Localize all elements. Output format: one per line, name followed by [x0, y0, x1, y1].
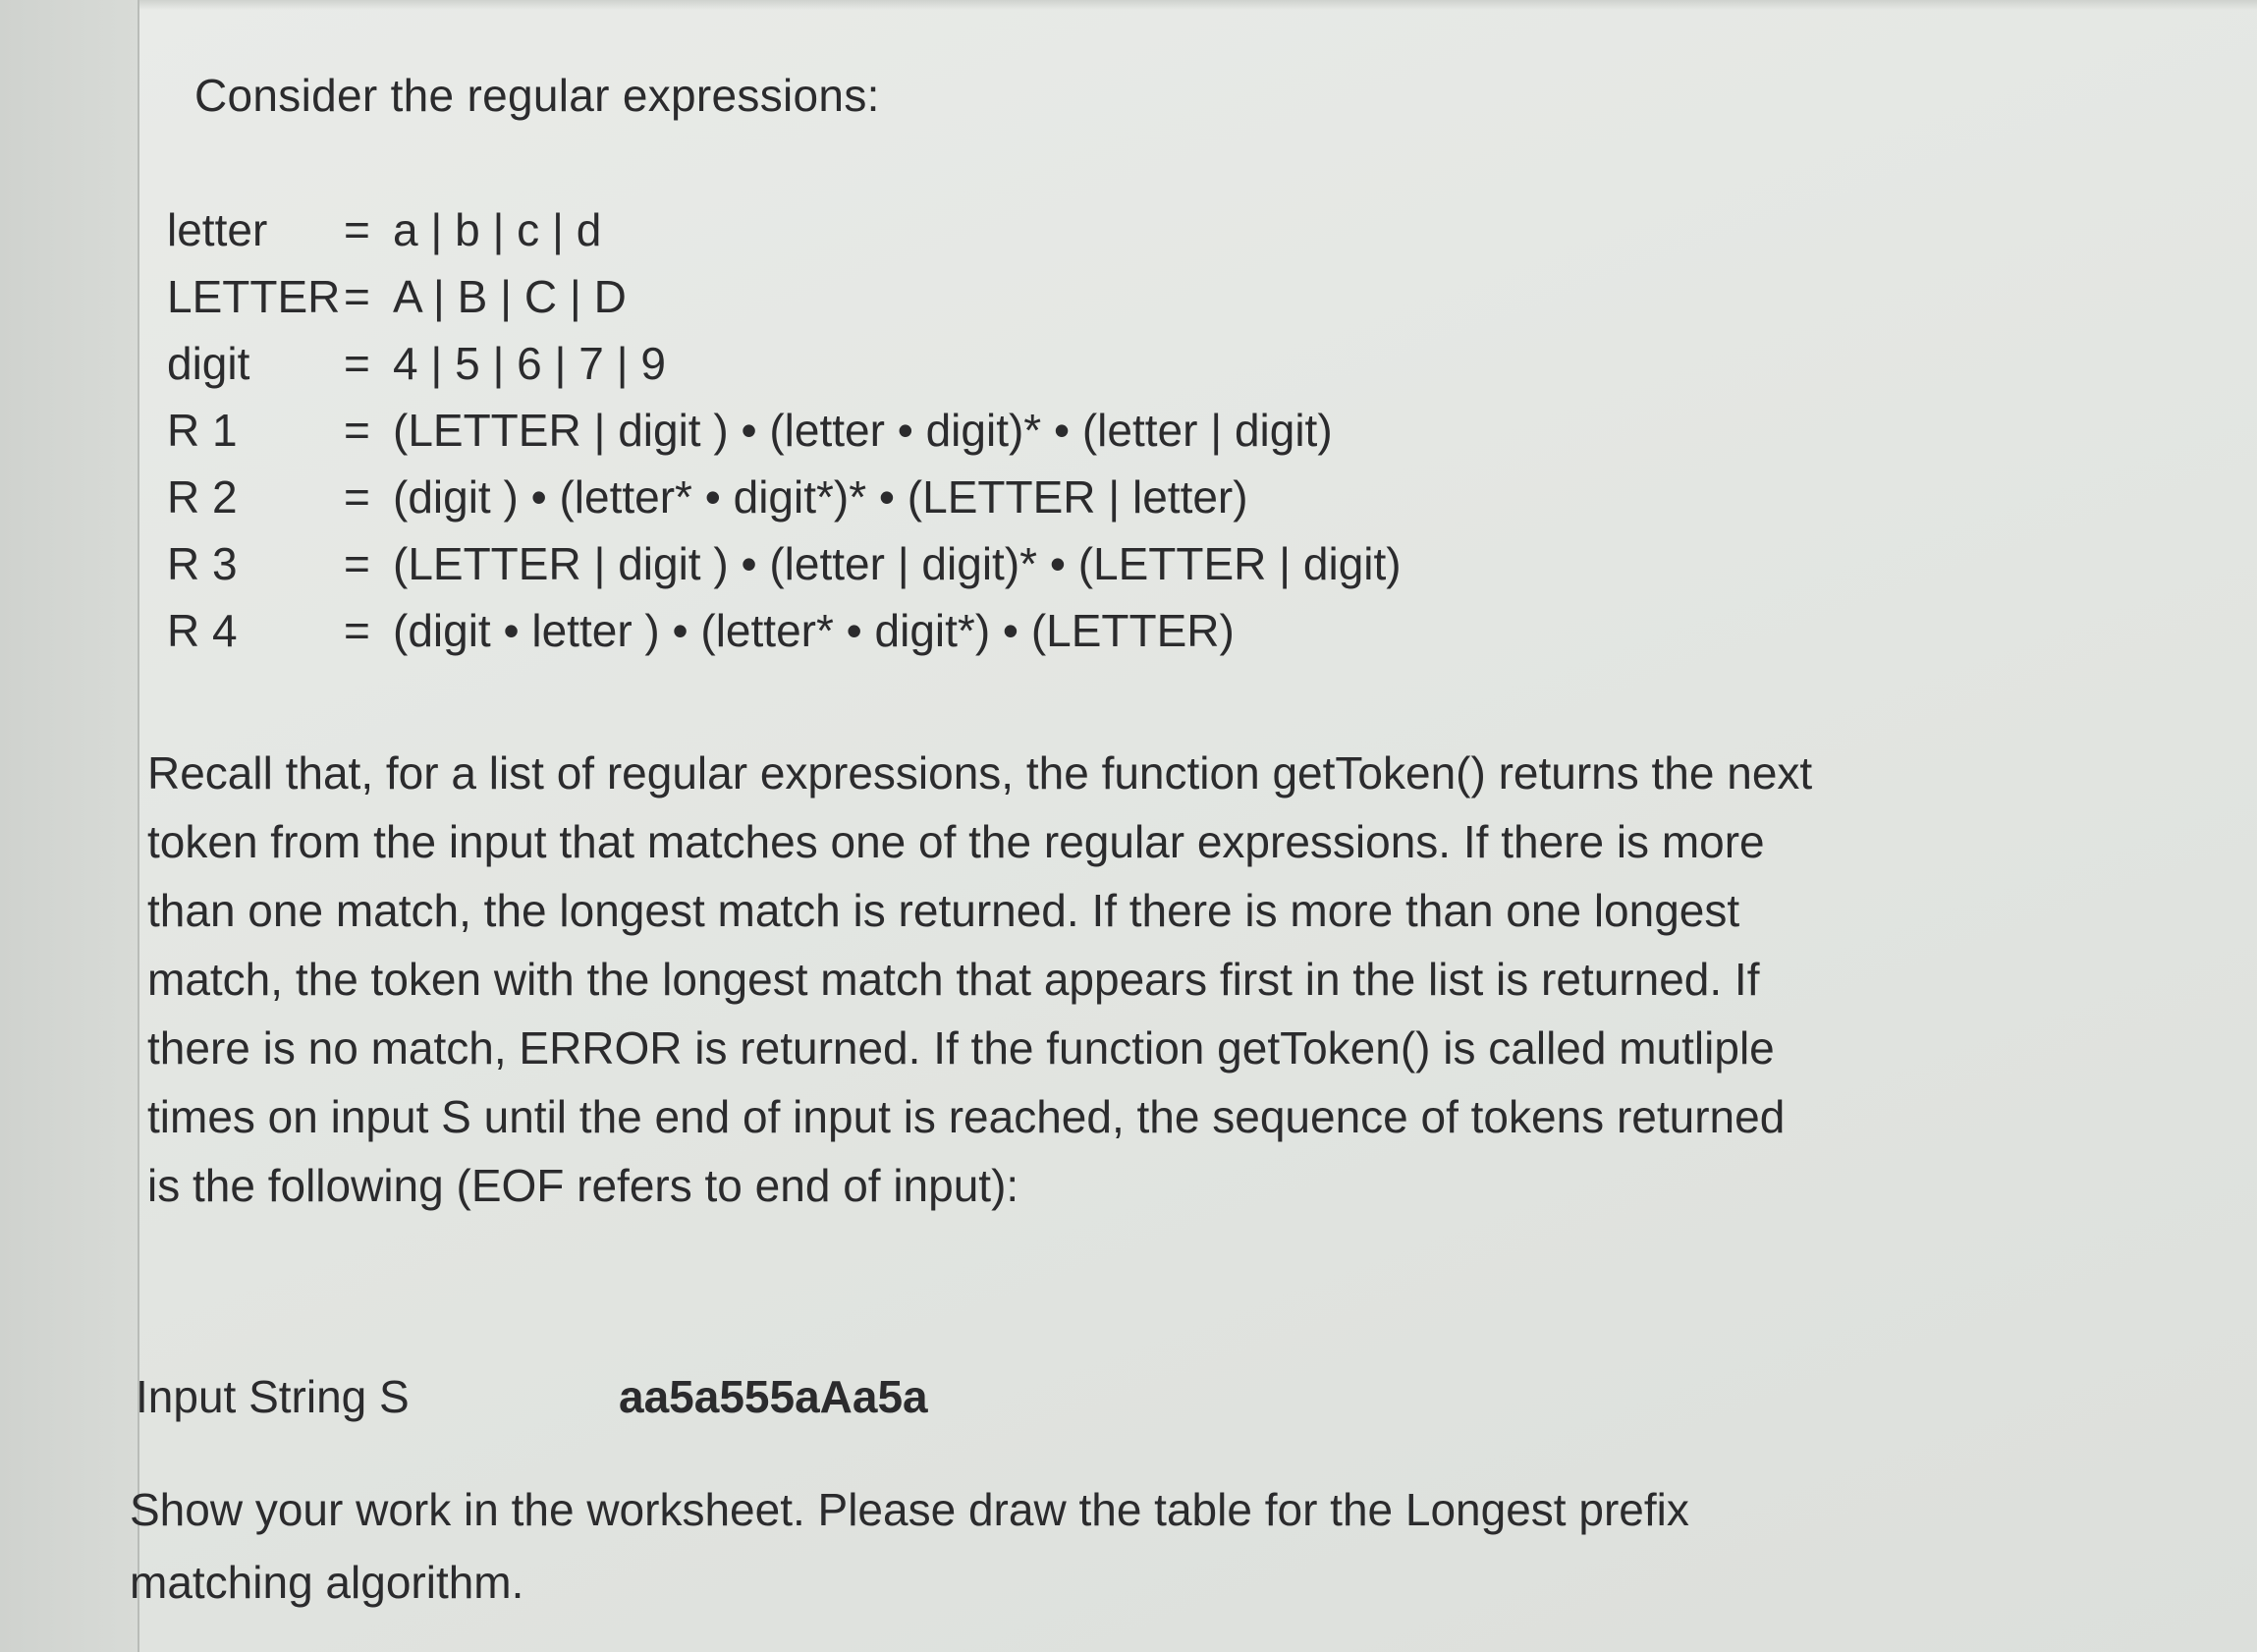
definition-row — [167, 263, 1444, 330]
definition-name: LETTER — [167, 271, 341, 322]
definition-expression: (LETTER | digit ) • (letter | digit)* • (LETTER | digit) — [393, 538, 1402, 589]
definition-row — [167, 464, 1444, 530]
definition-expression: (LETTER | digit ) • (letter • digit)* • (letter | digit) — [393, 405, 1333, 456]
input-string-label: Input String S — [136, 1371, 410, 1422]
definition-name: R 3 — [167, 538, 238, 589]
definition-row — [167, 597, 1444, 664]
definition-expression: (digit ) • (letter* • digit*)* • (LETTER | letter) — [393, 471, 1248, 523]
input-string-row — [136, 1370, 1216, 1429]
definition-expression: A | B | C | D — [393, 271, 627, 322]
definition-name: letter — [167, 204, 268, 255]
equals-sign: = — [344, 204, 370, 255]
equals-sign: = — [344, 471, 370, 523]
definition-row — [167, 196, 1444, 263]
equals-sign: = — [344, 405, 370, 456]
definition-name: R 1 — [167, 405, 238, 456]
definition-expression: 4 | 5 | 6 | 7 | 9 — [393, 338, 666, 389]
equals-sign: = — [344, 605, 370, 656]
definition-expression: a | b | c | d — [393, 204, 602, 255]
definition-name: digit — [167, 338, 250, 389]
input-string-value: aa5a555aAa5a — [619, 1371, 928, 1422]
left-margin — [0, 0, 139, 1652]
recall-paragraph: Recall that, for a list of regular expressions, the function getToken() returns the next token from the input that matches one of the regular expressions. If there is more than one match, the longest match is returned. If there is more than one longest match, the token with the longest match that appears first in the list is returned. If there is no match, ERROR is returned. If the function getToken() is called mutliple times on input S until the end of input is reached, the sequence of tokens returned is the following (EOF refers to end of input): — [147, 747, 1813, 1211]
regex-definitions — [167, 196, 1444, 664]
equals-sign: = — [344, 338, 370, 389]
equals-sign: = — [344, 271, 370, 322]
definition-row — [167, 330, 1444, 397]
definition-row — [167, 397, 1444, 464]
page-top-edge — [139, 0, 2257, 10]
closing-instructions: Show your work in the worksheet. Please draw the table for the Longest prefix matching algorithm. — [130, 1484, 1689, 1608]
definition-name: R 4 — [167, 605, 238, 656]
definition-row — [167, 530, 1444, 597]
definition-name: R 2 — [167, 471, 238, 523]
definition-expression: (digit • letter ) • (letter* • digit*) • (LETTER) — [393, 605, 1235, 656]
intro-text: Consider the regular expressions: — [194, 70, 880, 121]
equals-sign: = — [344, 538, 370, 589]
